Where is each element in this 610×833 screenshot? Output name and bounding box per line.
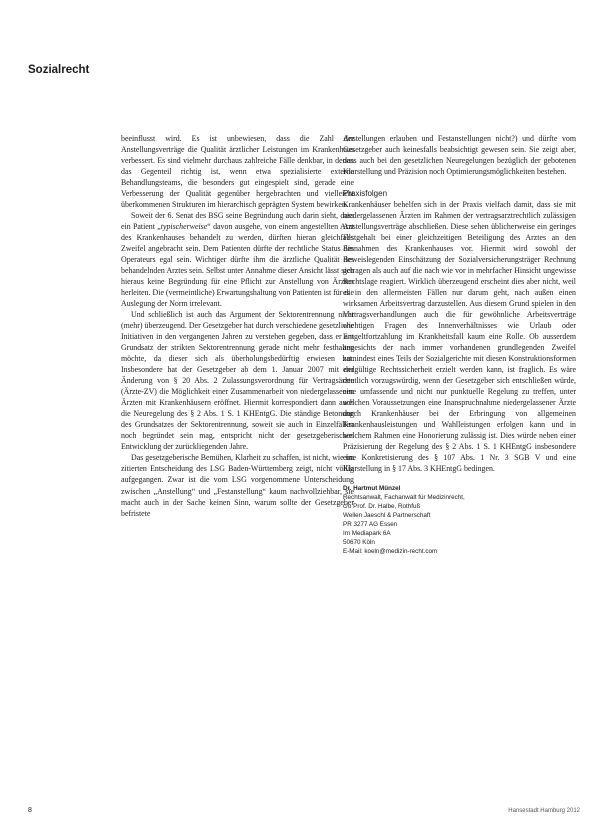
paragraph — [121, 210, 354, 309]
paragraph: Krankenhäuser behelfen sich in der Praxis vielfach damit, dass sie mit niedergelassenen Ärzten im Rahmen der vertragsarztrechtlich zulässigen Anstellungsverträge abschließen. Diese sehen üblicherweise ein geringes Festgehalt bei einer gleichzeitigen Beteiligung des Arztes an den Einnahmen des Krankenhauses vor. Hiermit wird sowohl der Beweislegenden Einschätzung der Sozialversicherungsträger Rechnung getragen als auch auf die nach wie vor in mehrfacher Hinsicht ungewisse Rechtslage reagiert. Wirklich überzeugend erscheint dies aber nicht, weil es in den allermeisten Fällen nur darum geht, nach außen einen wirksamen Arbeitsvertrag darzustellen. Aus diesem Grund spielen in den Vertragsverhandlungen auch die für gewöhnliche Arbeitsverträge wichtigen Fragen des Innenverhältnisses wie Urlaub oder Entgeltfortzahlung im Krankheitsfall kaum eine Rolle. Ob ausserdem angesichts der nach immer vorhandenen grundlegenden Zweifel zumindest eines Teils der Sozialgerichte mit diesen Konstruktionsformen endgültige Rechtssicherheit erzielt werden kann, ist fraglich. Es wäre deutlich vorzugswürdig, wenn der Gesetzgeber sich entschließen würde, eine umfassende und nicht nur punktuelle Regelung zu treffen, unter welchen Voraussetzungen eine Inanspruchnahme niedergelassener Ärzte durch Krankenhäuser bei der Erbringung von allgemeinen Krankenhausleistungen und Wahlleistungen erfolgen kann und in welchem Rahmen eine Honorierung zulässig ist. Dies würde neben einer Präzisierung der Regelung des § 2 Abs. 1 S. 1 KHEntgG insbesondere eine Konkretisierung des § 107 Abs. 1 Nr. 3 SGB V und eine Klarstellung in § 17 Abs. 3 KHEntgG bedingen. — [343, 200, 576, 474]
paragraph: Anstellungen erlauben und Festanstellungen nicht?) und dürfte vom Gesetzgeber auch keinesfalls beabsichtigt gewesen sein. Sie zeigt aber, dass auch bei den gesetzlichen Neuregelungen bezüglich der gebotenen Klarstellung und Präzision noch Optimierungsmöglichkeiten bestehen. — [343, 134, 576, 177]
author-address: 50670 Köln — [343, 538, 375, 546]
paragraph-text: Soweit der 6. Senat des BSG seine Begründung auch darin sieht, dass ein Patient „ — [121, 211, 354, 232]
author-name: Dr. Hartmut Münzel — [343, 485, 401, 493]
right-column — [343, 133, 576, 557]
journal-footer: Hansestadt Hamburg 2012 — [508, 808, 580, 814]
author-address: Im Mediapark 6A — [343, 529, 391, 537]
author-firm: c/o Prof. Dr. Halbe, Rothfuß — [343, 503, 421, 511]
author-block — [343, 485, 576, 556]
author-address: PR 3277 AG Essen — [343, 521, 398, 529]
emphasis: typischerweise — [160, 222, 208, 232]
author-email[interactable]: E-Mail: koeln@medizin-recht.com — [343, 547, 438, 555]
paragraph-text: “ davon ausgehe, von einem angestellten Arzt des Krankenhauses behandelt zu werden, dürften hieran gleichfalls Zweifel angebracht sein. Dem Patienten dürfte der rechtliche Status des Operateurs egal sein. Wichtiger dürfte ihm die ärztliche Qualität des behandelnden Arztes sein. Selbst unter Annahme dieser Ansicht lässt sich hieraus keine Begründung für eine Pflicht zur Anstellung von Ärzten herleiten. Die (vermeintliche) Erwartungshaltung von Patienten ist für die Auslegung der Norm irrelevant. — [121, 222, 354, 309]
left-column — [121, 133, 354, 519]
author-firm: Wellen Jaeschl & Partnerschaft — [343, 512, 431, 520]
paragraph: beeinflusst wird. Es ist unbewiesen, dass die Zahl der Anstellungsverträge die Qualität ärztlicher Leistungen im Krankenhaus verbessert. Es sind vielmehr durchaus zahlreiche Fälle denkbar, in denen das Gegenteil richtig ist, wenn etwa spezialisierte externe Behandlungsteams, die besonders gut eingespielt sind, gerade eine Verbesserung der Qualität gegenüber hergebrachten und vielleicht überkommenen Strukturen im hierarchisch geprägten System bewirken. — [121, 134, 354, 210]
section-label: Sozialrecht — [28, 64, 90, 76]
paragraph: Das gesetzgeberische Bemühen, Klarheit zu schaffen, ist nicht, wie im zitierten Entscheidung des LSG Baden-Württemberg zeigt, nicht völlig aufgegangen. Zwar ist die vom LSG vorgenommene Unterscheidung zwischen „Anstellung“ und „Festanstellung“ kaum nachvollziehbar, sie macht auch in der Sache keinen Sinn, warum sollte der Gesetzgeber befristete — [121, 453, 354, 518]
page-number: 8 — [28, 807, 32, 814]
subheading: Praxisfolgen — [343, 189, 388, 199]
paragraph: Und schließlich ist auch das Argument der Sektorentrennung nicht (mehr) überzeugend. Der Gesetzgeber hat durch verschiedene gesetzliche Initiativen in den vergangenen Jahren zu verstehen gegeben, dass er am Grundsatz der strikten Sektorentrennung gerade nicht mehr festhalten möchte, da dieser sich als überholungsbedürftig erwiesen hat. Insbesondere hat der Gesetzgeber ab dem 1. Januar 2007 mit der Änderung von § 20 Abs. 2 Zulassungsverordnung für Vertragsärzte (Ärzte-ZV) die Möglichkeit einer Zusammenarbeit von niedergelassenen Ärzten mit Krankenhäusern eröffnet. Hiermit korrespondiert dann auch die Neuregelung des § 2 Abs. 1 S. 1 KHEntgG. Die ständige Betonung des Grundsatzes der Sektorentrennung, soweit sie auch in Einzelfällen noch begründet sein mag, entspricht nicht der gesetzgeberischen Entwicklung der zurückliegenden Jahre. — [121, 310, 354, 452]
author-title: Rechtsanwalt, Fachanwalt für Medizinrecht, — [343, 494, 465, 502]
